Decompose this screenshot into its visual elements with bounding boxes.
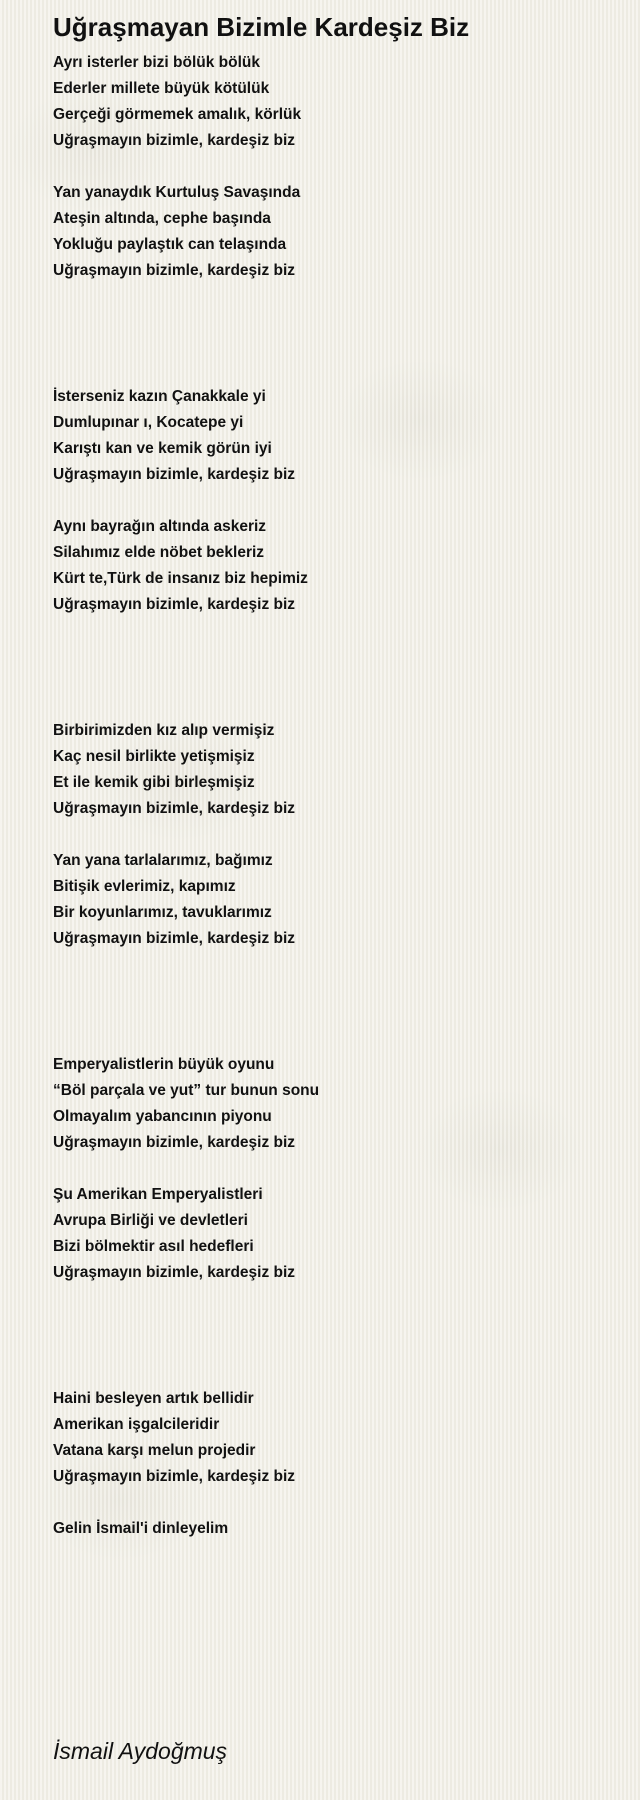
stanza <box>53 180 613 284</box>
poem-line: Uğraşmayın bizimle, kardeşiz biz <box>53 1468 296 1485</box>
stanza-gap <box>53 822 613 848</box>
poem-title: Uğraşmayan Bizimle Kardeşiz Biz <box>53 12 470 42</box>
section-gap <box>53 952 613 1052</box>
author-name: İsmail Aydoğmuş <box>53 1738 228 1764</box>
poem-line: Uğraşmayın bizimle, kardeşiz biz <box>53 1134 296 1151</box>
poem-line: Kürt te,Türk de insanız biz hepimiz <box>53 570 308 587</box>
poem-line: Karıştı kan ve kemik görün iyi <box>53 440 272 457</box>
poem-line: Vatana karşı melun projedir <box>53 1442 256 1459</box>
poem-line: Uğraşmayın bizimle, kardeşiz biz <box>53 930 296 947</box>
poem-line: Gelin İsmail'i dinleyelim <box>53 1520 229 1537</box>
section-gap <box>53 284 613 384</box>
poem-line: Bizi bölmektir asıl hedefleri <box>53 1238 254 1255</box>
poem-line: Emperyalistlerin büyük oyunu <box>53 1056 275 1073</box>
poem-line: Bir koyunlarımız, tavuklarımız <box>53 904 272 921</box>
poem-line: Şu Amerikan Emperyalistleri <box>53 1186 263 1203</box>
stanza <box>53 384 613 488</box>
poem-line: Ateşin altında, cephe başında <box>53 210 271 227</box>
stanza <box>53 1386 613 1490</box>
poem-line: Uğraşmayın bizimle, kardeşiz biz <box>53 800 296 817</box>
poem-line: Yokluğu paylaştık can telaşında <box>53 236 287 253</box>
poem-line: Haini besleyen artık bellidir <box>53 1390 254 1407</box>
poem-line: Ederler millete büyük kötülük <box>53 80 270 97</box>
poem-line: Uğraşmayın bizimle, kardeşiz biz <box>53 1264 296 1281</box>
poem-line: Amerikan işgalcileridir <box>53 1416 220 1433</box>
stanza <box>53 848 613 952</box>
poem-line: Uğraşmayın bizimle, kardeşiz biz <box>53 466 296 483</box>
poem-line: Avrupa Birliği ve devletleri <box>53 1212 248 1229</box>
poem-line: Silahımız elde nöbet bekleriz <box>53 544 265 561</box>
stanza-gap <box>53 154 613 180</box>
poem-line: “Böl parçala ve yut” tur bunun sonu <box>53 1082 320 1099</box>
section-gap <box>53 1286 613 1386</box>
poem-line: Et ile kemik gibi birleşmişiz <box>53 774 255 791</box>
poem-line: Birbirimizden kız alıp vermişiz <box>53 722 275 739</box>
poem-line: Uğraşmayın bizimle, kardeşiz biz <box>53 262 296 279</box>
poem-line: Kaç nesil birlikte yetişmişiz <box>53 748 255 765</box>
poem-line: Yan yana tarlalarımız, bağımız <box>53 852 273 869</box>
stanza <box>53 1516 613 1542</box>
poem-line: İsterseniz kazın Çanakkale yi <box>53 388 266 405</box>
stanza-gap <box>53 488 613 514</box>
poem-line: Gerçeği görmemek amalık, körlük <box>53 106 302 123</box>
poem-line: Ayrı isterler bizi bölük bölük <box>53 54 260 71</box>
section-gap <box>53 618 613 718</box>
stanza <box>53 50 613 154</box>
stanza <box>53 1052 613 1156</box>
poem-line: Uğraşmayın bizimle, kardeşiz biz <box>53 596 296 613</box>
stanza-gap <box>53 1156 613 1182</box>
poem-line: Aynı bayrağın altında askeriz <box>53 518 267 535</box>
poem-body <box>53 50 613 1542</box>
stanza <box>53 1182 613 1286</box>
stanza <box>53 514 613 618</box>
poem-line: Dumlupınar ı, Kocatepe yi <box>53 414 244 431</box>
poem-line: Olmayalım yabancının piyonu <box>53 1108 272 1125</box>
poem-line: Yan yanaydık Kurtuluş Savaşında <box>53 184 301 201</box>
stanza <box>53 718 613 822</box>
stanza-gap <box>53 1490 613 1516</box>
poem-line: Bitişik evlerimiz, kapımız <box>53 878 236 895</box>
poem-line: Uğraşmayın bizimle, kardeşiz biz <box>53 132 296 149</box>
